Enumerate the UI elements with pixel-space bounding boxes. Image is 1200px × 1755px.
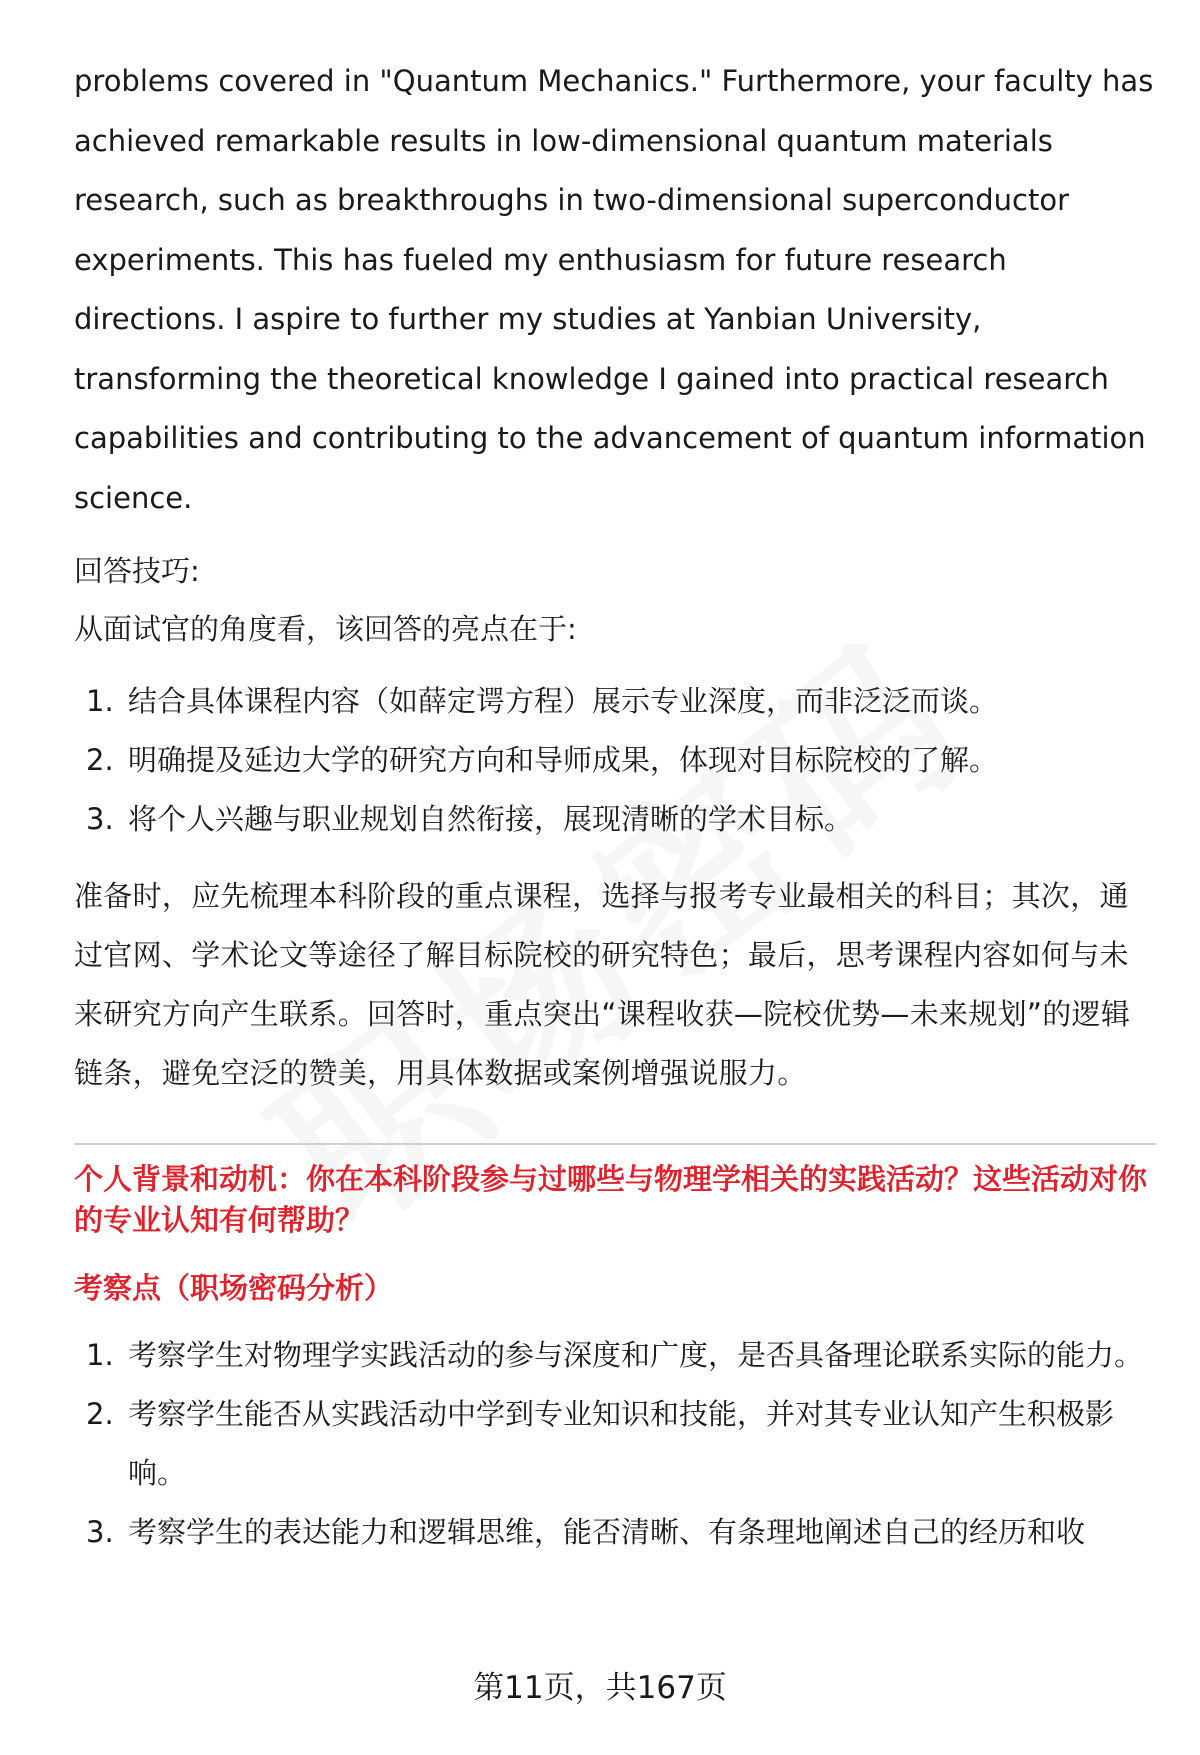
intro-paragraph: problems covered in "Quantum Mechanics." Furthermore, your faculty has achieved remarkable results in low-dimensional quantum materials research, such as breakthroughs in two-dimensional superconductor experiments. This has fueled my enthusiasm for future research directions. I aspire to further my studies at Yanbian University, transforming the theoretical knowledge I gained into practical research capabilities and contributing to the advancement of quantum information science.: [74, 64, 1154, 515]
document-page: [74, 52, 1156, 1562]
prep-paragraph: 准备时，应先梳理本科阶段的重点课程，选择与报考专业最相关的科目；其次，通过官网、学术论文等途径了解目标院校的研究特色；最后，思考课程内容如何与未来研究方向产生联系。回答时，重点突出“课程收获—院校优势—未来规划”的逻辑链条，避免空泛的赞美，用具体数据或案例增强说服力。: [74, 879, 1131, 1090]
tips-intro: 从面试官的角度看，该回答的亮点在于:: [74, 612, 577, 646]
list-item: [74, 731, 1156, 790]
list-item: [74, 1503, 1156, 1562]
list-item: [74, 1326, 1156, 1385]
list-number: 2.: [86, 1397, 114, 1431]
list-number: 3.: [86, 1515, 114, 1549]
list-item-text: 考察学生对物理学实践活动的参与深度和广度，是否具备理论联系实际的能力。: [128, 1338, 1144, 1372]
assessment-subheading: 考察点（职场密码分析）: [74, 1271, 394, 1305]
assessment-list: [74, 1326, 1156, 1562]
list-item: [74, 1385, 1156, 1503]
list-number: 3.: [86, 802, 114, 836]
list-number: 1.: [86, 1338, 114, 1372]
list-item: [74, 790, 1156, 849]
list-item-text: 将个人兴趣与职业规划自然衔接，展现清晰的学术目标。: [128, 802, 854, 836]
list-number: 2.: [86, 743, 114, 777]
list-item-text: 结合具体课程内容（如薛定谔方程）展示专业深度，而非泛泛而谈。: [128, 684, 999, 718]
list-item-text: 考察学生能否从实践活动中学到专业知识和技能，并对其专业认知产生积极影响。: [128, 1397, 1115, 1490]
list-item-text: 考察学生的表达能力和逻辑思维，能否清晰、有条理地阐述自己的经历和收: [128, 1515, 1086, 1549]
section-divider: [74, 1143, 1156, 1145]
tips-label: 回答技巧:: [74, 554, 200, 588]
page-number: 第11页，共167页: [473, 1670, 727, 1706]
list-number: 1.: [86, 684, 114, 718]
list-item-text: 明确提及延边大学的研究方向和导师成果，体现对目标院校的了解。: [128, 743, 999, 777]
question-heading: 个人背景和动机：你在本科阶段参与过哪些与物理学相关的实践活动？这些活动对你的专业认知有何帮助？: [74, 1162, 1148, 1237]
list-item: [74, 672, 1156, 731]
tips-list: [74, 672, 1156, 849]
